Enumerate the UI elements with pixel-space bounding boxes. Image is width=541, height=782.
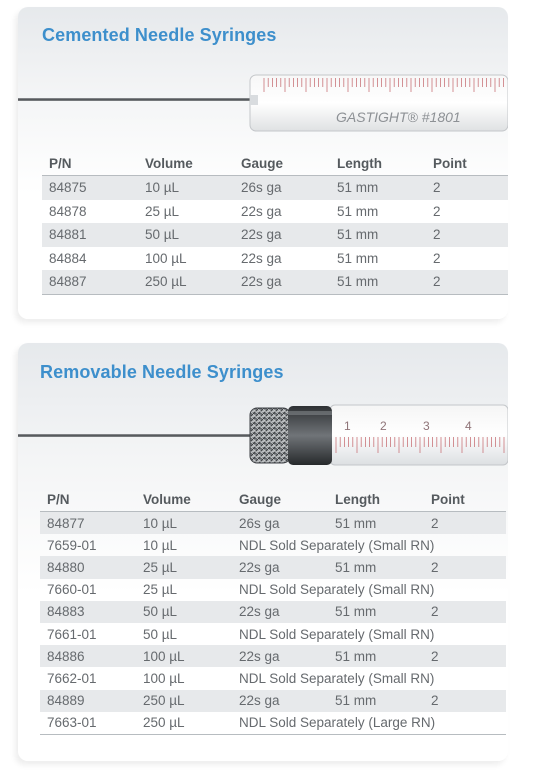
cell-point: 2 bbox=[424, 601, 506, 623]
cemented-section bbox=[18, 7, 508, 319]
cell-pn: 84878 bbox=[49, 203, 87, 219]
section-title: Cemented Needle Syringes bbox=[42, 25, 277, 45]
cell-pn: 7661-01 bbox=[47, 626, 97, 642]
table-row bbox=[40, 645, 506, 667]
cell-point: 2 bbox=[424, 690, 506, 712]
header-gauge: Gauge bbox=[234, 151, 330, 176]
cell-pn: 7663-01 bbox=[40, 712, 136, 735]
cell-length: 51 mm bbox=[337, 250, 379, 266]
cell-gauge: 22s ga bbox=[232, 556, 328, 578]
cell-volume: 50 µL bbox=[136, 601, 232, 623]
cell-point: 2 bbox=[426, 223, 508, 247]
table-row bbox=[40, 712, 506, 735]
cell-volume: 50 µL bbox=[143, 626, 178, 642]
cell-volume: 25 µL bbox=[136, 556, 232, 578]
cell-length: 51 mm bbox=[328, 690, 424, 712]
table-header-row bbox=[40, 487, 506, 512]
cell-volume: 50 µL bbox=[138, 223, 234, 247]
table-header-row bbox=[42, 151, 508, 176]
cell-pn: 84877 bbox=[40, 512, 136, 535]
barrel-label: GASTIGHT® #1801 bbox=[336, 109, 461, 125]
cell-pn: 84887 bbox=[42, 270, 138, 294]
table-row bbox=[40, 579, 506, 601]
table-row bbox=[42, 270, 508, 294]
cell-pn: 84889 bbox=[40, 690, 136, 712]
table-row bbox=[42, 176, 508, 200]
cell-volume: 25 µL bbox=[145, 203, 180, 219]
cell-pn: 84875 bbox=[42, 176, 138, 200]
cell-point: 2 bbox=[433, 250, 441, 266]
cemented-table bbox=[42, 151, 508, 295]
cell-pn: 84881 bbox=[42, 223, 138, 247]
cell-length: 51 mm bbox=[328, 556, 424, 578]
table-row bbox=[40, 512, 506, 535]
cell-volume: 100 µL bbox=[145, 250, 187, 266]
table-row bbox=[40, 667, 506, 689]
cell-length: 51 mm bbox=[328, 512, 424, 535]
cell-note: NDL Sold Separately (Small RN) bbox=[239, 626, 435, 642]
section-title: Removable Needle Syringes bbox=[40, 362, 284, 382]
cell-length: 51 mm bbox=[330, 223, 426, 247]
removable-section bbox=[18, 343, 508, 761]
cell-gauge: 22s ga bbox=[241, 203, 282, 219]
cell-point: 2 bbox=[424, 512, 506, 535]
cell-point: 2 bbox=[424, 556, 506, 578]
cell-volume: 100 µL bbox=[136, 645, 232, 667]
cell-note: NDL Sold Separately (Small RN) bbox=[239, 670, 435, 686]
cell-gauge: 22s ga bbox=[234, 270, 330, 294]
cell-gauge: 22s ga bbox=[232, 690, 328, 712]
table-row bbox=[42, 223, 508, 247]
table-row bbox=[40, 623, 506, 645]
cell-volume: 100 µL bbox=[143, 670, 185, 686]
header-length: Length bbox=[330, 151, 426, 176]
cell-gauge: 22s ga bbox=[232, 645, 328, 667]
header-point: Point bbox=[424, 487, 506, 512]
header-point: Point bbox=[426, 151, 508, 176]
cell-note: NDL Sold Separately (Large RN) bbox=[232, 712, 506, 735]
cell-volume: 10 µL bbox=[143, 537, 178, 553]
cell-gauge: 22s ga bbox=[241, 250, 282, 266]
cell-gauge: 22s ga bbox=[234, 223, 330, 247]
cell-volume: 10 µL bbox=[136, 512, 232, 535]
cell-point: 2 bbox=[426, 270, 508, 294]
barrel-mark: 1 bbox=[344, 419, 351, 433]
cell-pn: 84884 bbox=[49, 250, 87, 266]
barrel-mark: 3 bbox=[423, 419, 430, 433]
cell-point: 2 bbox=[433, 203, 441, 219]
cell-gauge: 26s ga bbox=[234, 176, 330, 200]
cell-pn: 7662-01 bbox=[47, 670, 97, 686]
table-row bbox=[40, 690, 506, 712]
cell-gauge: 22s ga bbox=[232, 601, 328, 623]
table-row bbox=[40, 534, 506, 556]
cell-length: 51 mm bbox=[330, 270, 426, 294]
cell-volume: 25 µL bbox=[143, 582, 178, 598]
cell-length: 51 mm bbox=[337, 203, 379, 219]
cell-point: 2 bbox=[424, 645, 506, 667]
table-row bbox=[42, 247, 508, 271]
cell-note: NDL Sold Separately (Small RN) bbox=[239, 537, 435, 553]
cell-pn: 84883 bbox=[40, 601, 136, 623]
cell-pn: 7659-01 bbox=[47, 537, 97, 553]
cell-length: 51 mm bbox=[330, 176, 426, 200]
table-row bbox=[40, 556, 506, 578]
cell-volume: 250 µL bbox=[136, 690, 232, 712]
cell-point: 2 bbox=[426, 176, 508, 200]
table-row bbox=[40, 601, 506, 623]
table-row bbox=[42, 200, 508, 224]
cell-pn: 7660-01 bbox=[47, 582, 97, 598]
cell-volume: 250 µL bbox=[138, 270, 234, 294]
cell-volume: 250 µL bbox=[136, 712, 232, 735]
header-pn: P/N bbox=[42, 151, 138, 176]
cell-note: NDL Sold Separately (Small RN) bbox=[239, 582, 435, 598]
header-volume: Volume bbox=[136, 487, 232, 512]
barrel-mark: 2 bbox=[380, 419, 387, 433]
header-volume: Volume bbox=[138, 151, 234, 176]
header-gauge: Gauge bbox=[232, 487, 328, 512]
header-length: Length bbox=[328, 487, 424, 512]
barrel-mark: 4 bbox=[465, 419, 472, 433]
cell-gauge: 26s ga bbox=[232, 512, 328, 535]
removable-table bbox=[40, 487, 506, 735]
cell-length: 51 mm bbox=[328, 645, 424, 667]
cell-pn: 84886 bbox=[40, 645, 136, 667]
cemented-syringe-image bbox=[18, 69, 508, 139]
cell-pn: 84880 bbox=[40, 556, 136, 578]
cell-length: 51 mm bbox=[328, 601, 424, 623]
removable-syringe-image bbox=[18, 399, 508, 469]
cell-volume: 10 µL bbox=[138, 176, 234, 200]
header-pn: P/N bbox=[40, 487, 136, 512]
